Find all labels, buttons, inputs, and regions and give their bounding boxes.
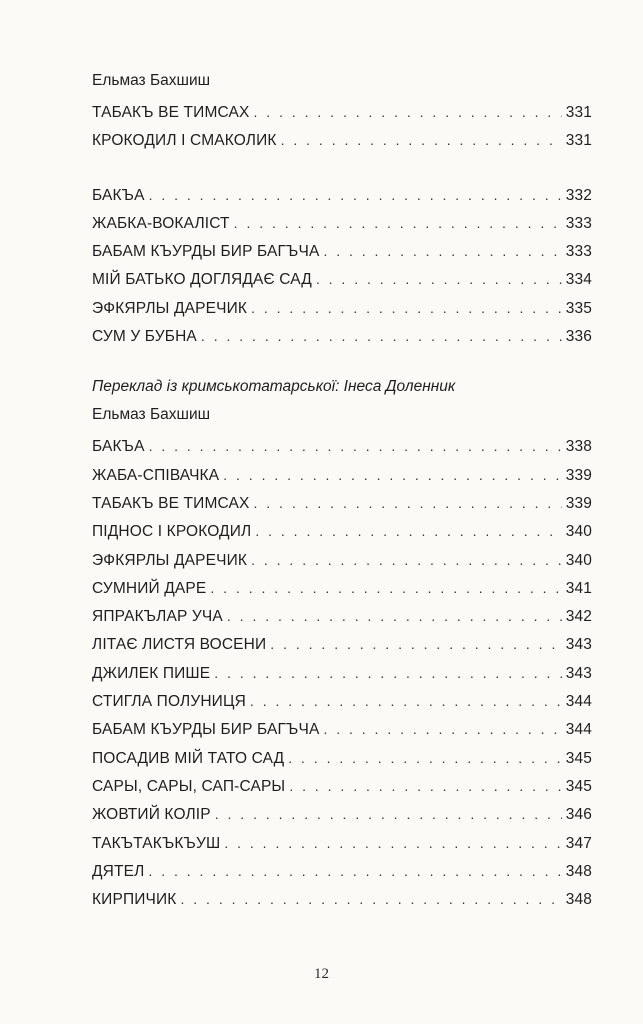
leader-dots [254,489,562,517]
leader-dots [323,715,561,743]
entry-title: ЖАБА-СПІВАЧКА [92,466,220,484]
leader-dots [210,574,561,602]
toc-entry[interactable] [92,857,592,885]
leader-dots [251,546,562,574]
leader-dots [316,265,562,293]
leader-dots [288,744,561,772]
entry-page: 334 [565,271,592,289]
entry-title: СУМНИЙ ДАРЕ [92,579,207,597]
leader-dots [254,98,562,126]
toc-entry[interactable] [92,237,592,265]
entry-page: 343 [565,636,592,654]
entry-title: СТИГЛА ПОЛУНИЦЯ [92,693,246,711]
entry-title: ЯПРАКЪЛАР УЧА [92,608,223,626]
toc-entry[interactable] [92,517,592,545]
entry-title: ЖАБКА-ВОКАЛІСТ [92,214,230,232]
entry-page: 347 [565,834,592,852]
entry-title: БАБАМ КЪУРДЫ БИР БАГЪЧА [92,243,320,261]
leader-dots [214,659,561,687]
toc-entry[interactable] [92,209,592,237]
leader-dots [270,630,561,658]
leader-dots [251,294,562,322]
entry-title: ПІДНОС І КРОКОДИЛ [92,523,252,541]
entry-title: ПОСАДИВ МІЙ ТАТО САД [92,749,285,767]
toc-entry[interactable] [92,829,592,857]
author-name: Ельмаз Бахшиш [92,406,211,424]
section-spacer [92,155,592,181]
author-name: Ельмаз Бахшиш [92,72,211,89]
entry-page: 348 [565,862,592,880]
entry-title: ЭФКЯРЛЫ ДАРЕЧИК [92,299,248,317]
toc-entry[interactable] [92,546,592,574]
entry-page: 346 [565,806,592,824]
leader-dots [323,237,561,265]
leader-dots [234,209,562,237]
toc-entry[interactable] [92,322,592,350]
entry-page: 333 [565,243,592,261]
leader-dots [223,461,561,489]
leader-dots [255,517,561,545]
toc-entry[interactable] [92,432,592,460]
entry-page: 333 [565,214,592,232]
table-of-contents [92,70,592,913]
toc-entry[interactable] [92,602,592,630]
entry-page: 336 [565,328,592,346]
leader-dots [148,857,561,885]
leader-dots [289,772,561,800]
toc-entry[interactable] [92,98,592,126]
toc-entry[interactable] [92,800,592,828]
entry-page: 343 [565,664,592,682]
toc-entry[interactable] [92,461,592,489]
toc-entry[interactable] [92,744,592,772]
section-spacer [92,350,592,376]
entry-page: 345 [565,777,592,795]
leader-dots [250,687,562,715]
entry-page: 341 [565,579,592,597]
entry-page: 332 [565,186,592,204]
entry-title: КИРПИЧИК [92,891,177,909]
entry-title: КРОКОДИЛ І СМАКОЛИК [92,132,277,150]
entry-title: ТАБАКЪ ВЕ ТИМСАХ [92,104,250,121]
entry-title: ТАКЪТАКЪКЪУШ [92,834,221,852]
leader-dots [224,829,561,857]
toc-entry[interactable] [92,265,592,293]
leader-dots [181,885,562,913]
toc-entry[interactable] [92,687,592,715]
entry-title: БАБАМ КЪУРДЫ БИР БАГЪЧА [92,721,320,739]
entry-page: 335 [565,299,592,317]
entry-page: 331 [565,132,592,150]
toc-entry[interactable] [92,630,592,658]
toc-entry[interactable] [92,126,592,154]
entry-title: ЛІТАЄ ЛИСТЯ ВОСЕНИ [92,636,267,654]
toc-entry[interactable] [92,772,592,800]
toc-entry[interactable] [92,294,592,322]
entry-page: 342 [565,608,592,626]
toc-entry[interactable] [92,574,592,602]
entry-page: 344 [565,721,592,739]
entry-title: БАКЪА [92,438,145,456]
entry-title: ДЯТЕЛ [92,862,145,880]
entry-title: ТАБАКЪ ВЕ ТИМСАХ [92,494,250,512]
entry-page: 339 [565,466,592,484]
leader-dots [227,602,562,630]
toc-entry[interactable] [92,181,592,209]
entry-page: 340 [565,551,592,569]
entry-title: САРЫ, САРЫ, САП-САРЫ [92,777,286,795]
page-number: 12 [314,966,329,982]
entry-page: 345 [565,749,592,767]
entry-page: 348 [565,891,592,909]
leader-dots [149,432,562,460]
entry-title: ЖОВТИЙ КОЛІР [92,806,211,824]
entry-title: ДЖИЛЕК ПИШЕ [92,664,211,682]
leader-dots [281,126,562,154]
translator-credit: Переклад із кримськотатарської: Інеса Доленник [92,378,456,396]
entry-title: ЭФКЯРЛЫ ДАРЕЧИК [92,551,248,569]
toc-entry[interactable] [92,885,592,913]
toc-entry[interactable] [92,715,592,743]
toc-entry[interactable] [92,489,592,517]
entry-page: 338 [565,438,592,456]
leader-dots [201,322,562,350]
leader-dots [149,181,562,209]
leader-dots [215,800,562,828]
entry-title: МІЙ БАТЬКО ДОГЛЯДАЄ САД [92,271,312,289]
entry-page: 340 [565,523,592,541]
toc-entry[interactable] [92,659,592,687]
entry-title: БАКЪА [92,186,145,204]
entry-title: СУМ У БУБНА [92,328,197,346]
entry-page: 339 [565,494,592,512]
entry-page: 344 [565,693,592,711]
entry-page: 331 [565,104,592,121]
